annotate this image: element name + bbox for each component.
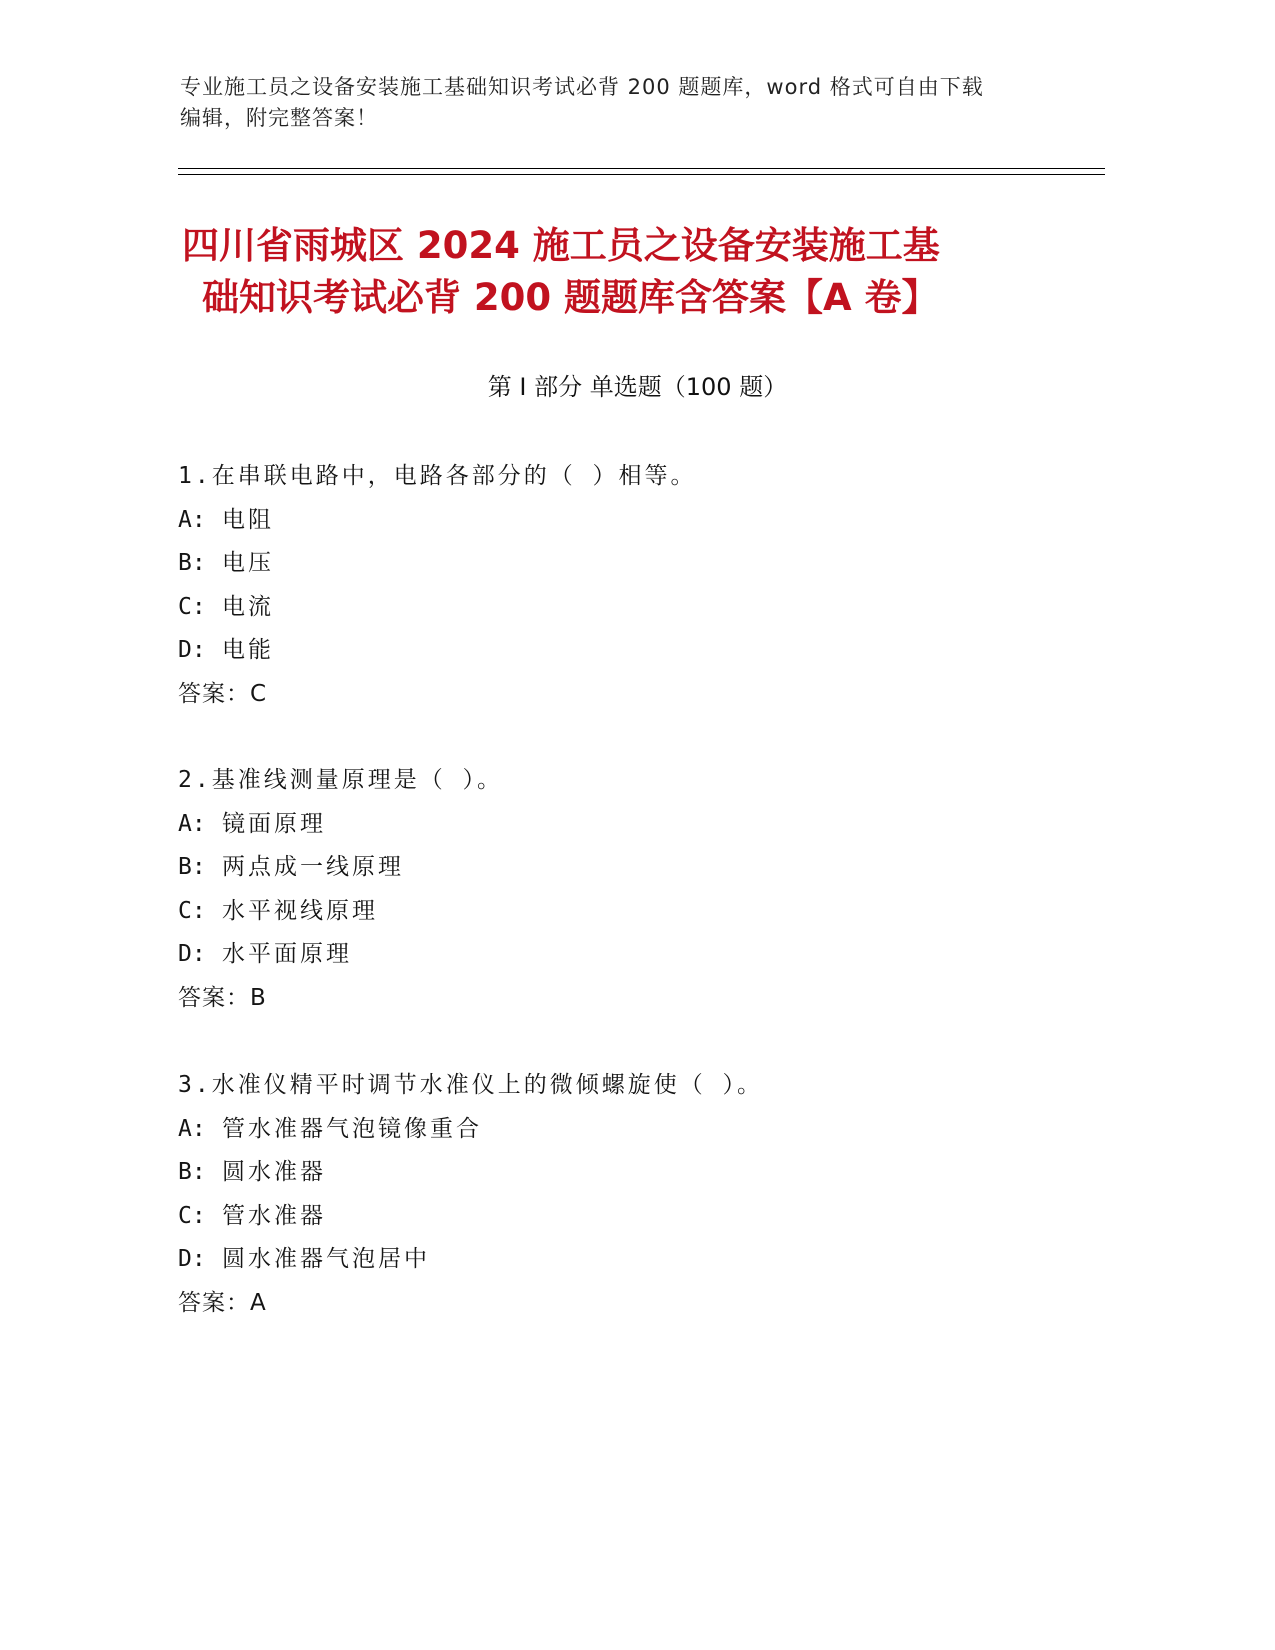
option-b bbox=[178, 1151, 1098, 1195]
option-text: 电能 bbox=[222, 637, 274, 663]
option-letter: D: bbox=[178, 941, 206, 967]
document-title bbox=[182, 220, 1082, 324]
option-letter: D: bbox=[178, 637, 206, 663]
header-note bbox=[180, 72, 1060, 134]
option-a bbox=[178, 1108, 1098, 1152]
option-letter: A: bbox=[178, 1115, 206, 1142]
option-text: 管水准器 bbox=[222, 1202, 326, 1229]
option-letter: C: bbox=[178, 897, 206, 924]
option-c bbox=[178, 586, 1098, 630]
option-c bbox=[178, 890, 1098, 934]
option-letter: C: bbox=[178, 593, 206, 620]
option-a bbox=[178, 499, 1098, 543]
option-letter: A: bbox=[178, 506, 206, 533]
document-title-line-1: 四川省雨城区 2024 施工员之设备安装施工基 bbox=[182, 224, 940, 267]
option-text: 管水准器气泡镜像重合 bbox=[222, 1115, 482, 1142]
document-title-line-2: 础知识考试必背 200 题题库含答案【A 卷】 bbox=[202, 276, 939, 319]
option-d bbox=[178, 933, 1098, 977]
option-text: 圆水准器气泡居中 bbox=[222, 1246, 430, 1272]
option-letter: A: bbox=[178, 810, 206, 837]
question-stem: 1.在串联电路中，电路各部分的（ ）相等。 bbox=[178, 463, 697, 489]
option-letter: C: bbox=[178, 1202, 206, 1229]
answer-line: 答案：C bbox=[178, 680, 268, 707]
question-1 bbox=[178, 455, 1098, 716]
option-letter: B: bbox=[178, 1159, 206, 1185]
option-letter: B: bbox=[178, 550, 206, 576]
answer-line: 答案：B bbox=[178, 984, 267, 1011]
question-stem: 2.基准线测量原理是（ ）。 bbox=[178, 767, 504, 793]
header-note-line-2: 编辑，附完整答案！ bbox=[180, 106, 378, 130]
option-d bbox=[178, 1238, 1098, 1282]
header-note-line-1: 专业施工员之设备安装施工基础知识考试必背 200 题题库，word 格式可自由下载 bbox=[180, 75, 984, 99]
option-letter: B: bbox=[178, 854, 206, 880]
option-a bbox=[178, 803, 1098, 847]
option-text: 圆水准器 bbox=[222, 1159, 326, 1185]
answer-line: 答案：A bbox=[178, 1289, 267, 1316]
option-text: 水平面原理 bbox=[222, 941, 352, 967]
question-3 bbox=[178, 1064, 1098, 1325]
option-text: 电压 bbox=[222, 550, 274, 576]
header-divider-bottom bbox=[178, 174, 1105, 175]
question-stem: 3.水准仪精平时调节水准仪上的微倾螺旋使（ ）。 bbox=[178, 1072, 764, 1098]
option-text: 电流 bbox=[222, 593, 274, 620]
option-b bbox=[178, 846, 1098, 890]
option-text: 电阻 bbox=[222, 506, 274, 533]
option-letter: D: bbox=[178, 1246, 206, 1272]
option-b bbox=[178, 542, 1098, 586]
section-heading: 第 I 部分 单选题（100 题） bbox=[487, 373, 788, 401]
option-d bbox=[178, 629, 1098, 673]
question-2 bbox=[178, 759, 1098, 1020]
header-divider-top bbox=[178, 168, 1105, 169]
option-text: 水平视线原理 bbox=[222, 897, 378, 924]
option-text: 两点成一线原理 bbox=[222, 854, 404, 880]
option-c bbox=[178, 1195, 1098, 1239]
option-text: 镜面原理 bbox=[222, 810, 326, 837]
